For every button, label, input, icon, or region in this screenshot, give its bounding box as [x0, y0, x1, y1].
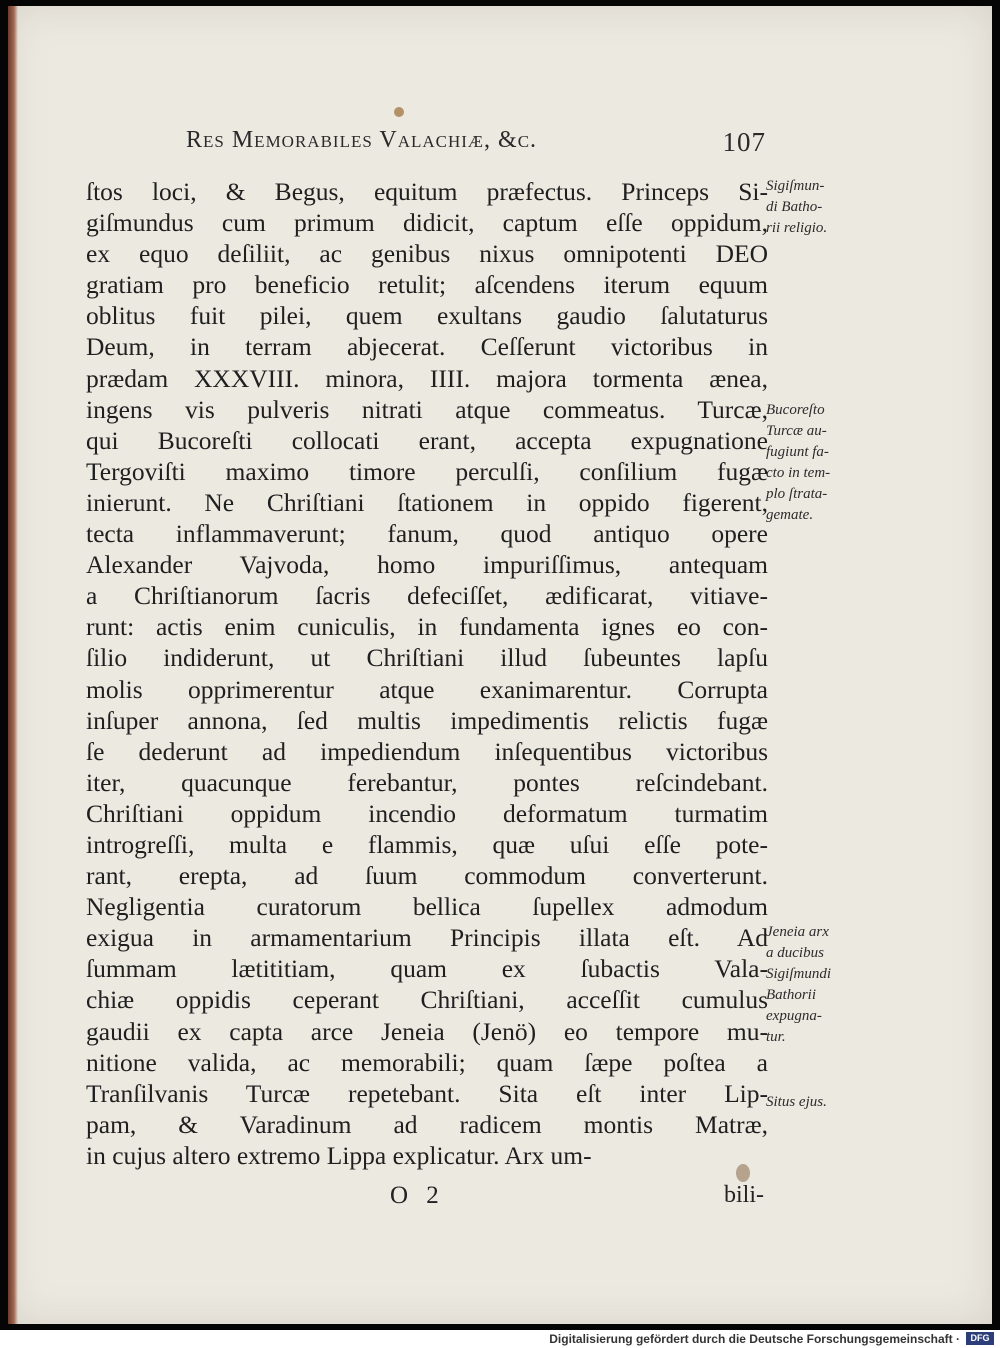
text-line: Chriſtiani oppidum incendio deformatum turmatim — [86, 798, 768, 828]
margin-note-line: rii religio. — [766, 220, 828, 236]
footer-credit: Digitalisierung gefördert durch die Deutsche Forschungsgemeinschaft · — [549, 1332, 960, 1346]
running-title: Res Memorabiles Valachiæ, &c. — [186, 127, 538, 153]
margin-note-line: Sigiſmun- — [766, 178, 825, 194]
text-line: giſmundus cum primum didicit, captum eſſe oppidum, — [86, 208, 768, 238]
signature-mark: O 2 — [390, 1182, 445, 1209]
margin-note-line: Situs ejus. — [766, 1094, 827, 1110]
text-line: rant, erepta, ad ſuum commodum converterunt. — [86, 861, 768, 891]
text-line: prædam XXXVIII. minora, IIII. majora tormenta ænea, — [86, 363, 768, 393]
text-line: inſuper annona, ſed multis impedimentis relictis fugæ — [86, 705, 768, 735]
margin-note — [766, 176, 827, 239]
margin-note — [766, 1092, 827, 1113]
text-line: inierunt. Ne Chriſtiani ſtationem in oppido figerent, — [86, 487, 768, 517]
dfg-logo: DFG — [966, 1332, 994, 1345]
text-line: ſe dederunt ad impediendum inſequentibus victoribus — [86, 736, 768, 766]
text-line: ingens vis pulveris nitrati atque commeatus. Turcæ, — [86, 394, 768, 424]
text-line: Negligentia curatorum bellica ſupellex admodum — [86, 892, 768, 922]
text-line: iter, quacunque ferebantur, pontes reſcindebant. — [86, 767, 768, 797]
text-line: oblitus fuit pilei, quem exultans gaudio ſalutaturus — [86, 301, 768, 331]
text-line: ſtos loci, & Begus, equitum præfectus. Princeps Si- — [86, 177, 768, 206]
margin-note-line: expugna- — [766, 1008, 822, 1024]
page-binding-edge — [8, 6, 18, 1324]
digitization-footer — [0, 1330, 1000, 1348]
text-line: Deum, in terram abjecerat. Ceſſerunt victoribus in — [86, 332, 768, 362]
text-line: runt: actis enim cuniculis, in fundamenta ignes eo con- — [86, 612, 768, 642]
margin-note — [766, 400, 830, 526]
margin-note-line: Bucoreſto — [766, 402, 825, 418]
catchword: bili- — [724, 1182, 764, 1208]
text-line: introgreſſi, multa e flammis, quæ uſui eſſe pote- — [86, 829, 768, 859]
text-line: in cujus altero extremo Lippa explicatur. Arx um- — [86, 1140, 592, 1170]
text-line: Tergoviſti maximo timore perculſi, conſilium fugæ — [86, 456, 768, 486]
running-head — [186, 127, 766, 161]
text-line: ex equo deſiliit, ac genibus nixus omnipotenti DEO — [86, 239, 768, 269]
text-line: ſilio indiderunt, ut Chriſtiani illud ſubeuntes lapſu — [86, 643, 768, 673]
page-number: 107 — [722, 127, 766, 157]
text-line: gaudii ex capta arce Jeneia (Jenö) eo tempore mu- — [86, 1016, 768, 1046]
text-line: tecta inflammaverunt; fanum, quod antiquo opere — [86, 519, 768, 549]
margin-note-line: plo ſtrata- — [766, 486, 828, 502]
margin-note — [766, 922, 831, 1048]
margin-note-line: Turcæ au- — [766, 423, 827, 439]
margin-note-line: cto in tem- — [766, 465, 831, 481]
margin-note-line: a ducibus — [766, 945, 824, 961]
text-line: a Chriſtianorum ſacris defeciſſet, ædificarat, vitiave- — [86, 581, 768, 611]
text-line: Alexander Vajvoda, homo impuriſſimus, antequam — [86, 550, 768, 580]
text-line: ſummam lætititiam, quam ex ſubactis Vala- — [86, 954, 768, 984]
text-line: gratiam pro beneficio retulit; aſcendens iterum equum — [86, 270, 768, 300]
margin-note-line: Bathorii — [766, 987, 817, 1003]
margin-note-line: fugiunt fa- — [766, 444, 829, 460]
text-line: chiæ oppidis ceperant Chriſtiani, acceſſit cumulus — [86, 985, 768, 1015]
margin-note-line: tur. — [766, 1029, 786, 1045]
ink-mark — [394, 107, 404, 117]
text-line: molis opprimerentur atque exanimarentur. Corrupta — [86, 674, 768, 704]
margin-note-line: Sigiſmundi — [766, 966, 832, 982]
text-line: qui Bucoreſti collocati erant, accepta expugnatione — [86, 425, 768, 455]
body-text — [86, 176, 768, 1171]
text-line: nitione valida, ac memorabili; quam ſæpe poſtea a — [86, 1047, 768, 1077]
text-line: Tranſilvanis Turcæ repetebant. Sita eſt inter Lip- — [86, 1078, 768, 1108]
text-line: pam, & Varadinum ad radicem montis Matræ, — [86, 1109, 768, 1139]
margin-note-line: Jeneia arx — [766, 924, 829, 940]
ink-stain — [736, 1164, 750, 1182]
text-line: exigua in armamentarium Principis illata eſt. Ad — [86, 923, 768, 953]
margin-note-line: gemate. — [766, 507, 814, 523]
margin-note-line: di Batho- — [766, 199, 823, 215]
